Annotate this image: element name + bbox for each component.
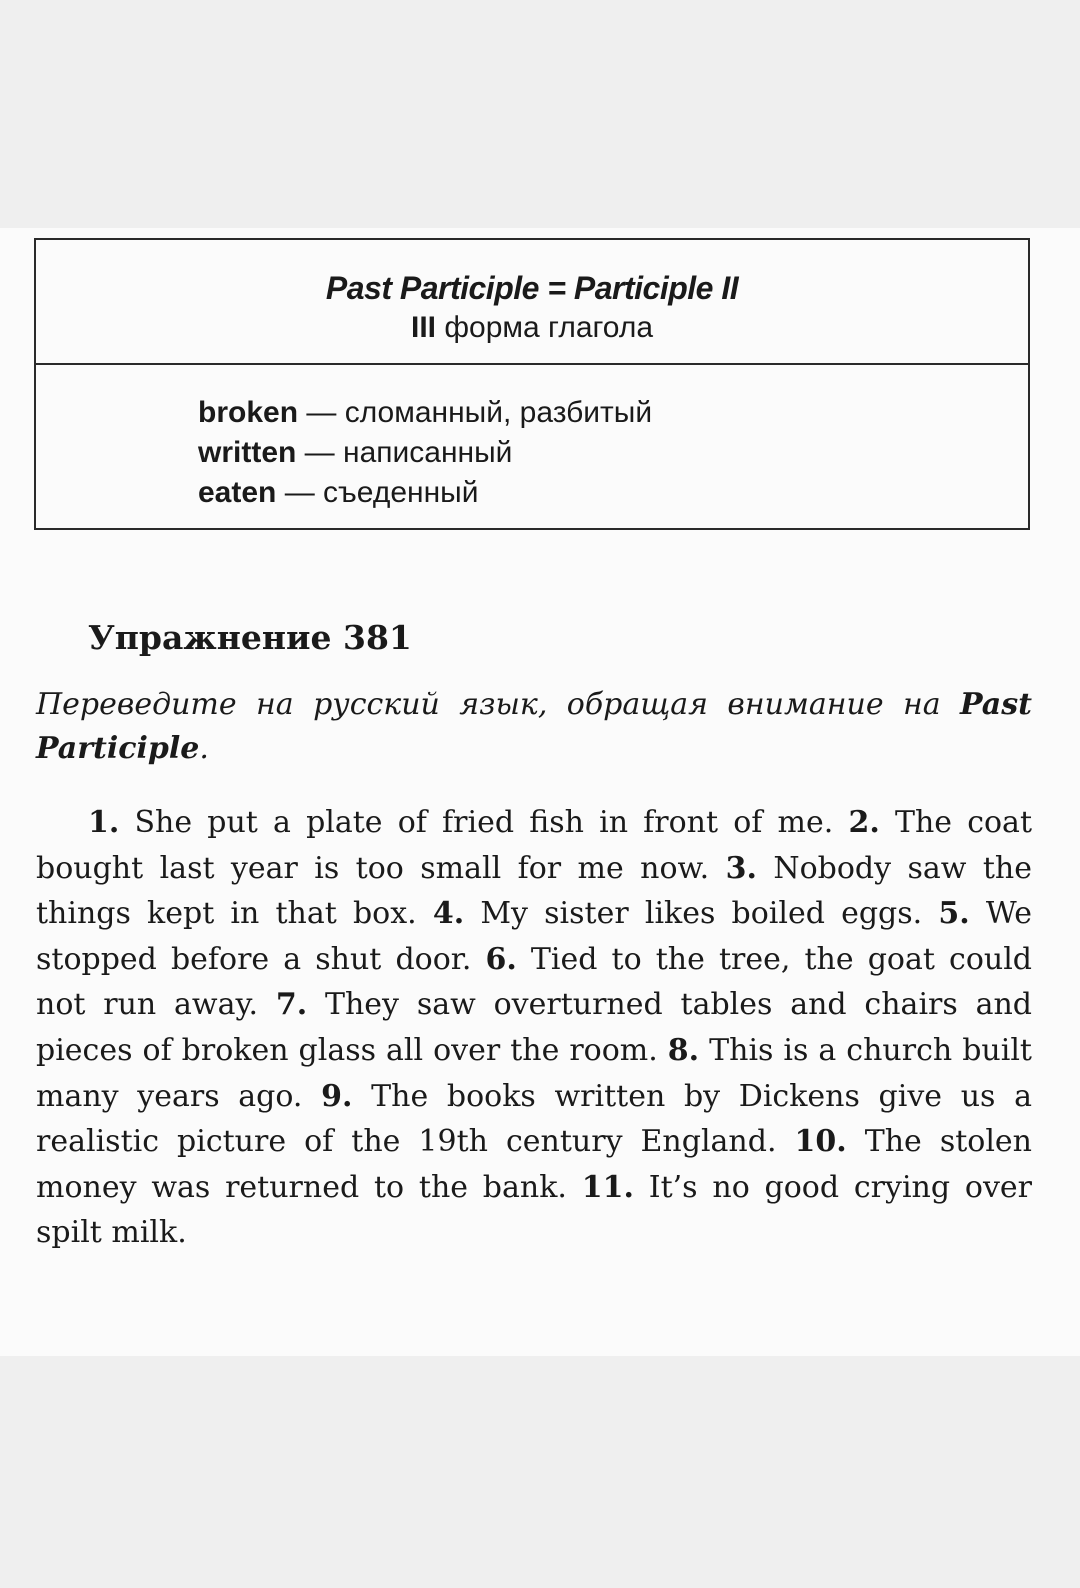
exercise-heading: Упражнение 381 — [88, 618, 412, 657]
rule-subtitle-roman: III — [410, 311, 436, 344]
rule-header — [36, 240, 1028, 365]
sentence-text: Tied to the tree, the goat could not run away. — [36, 941, 1032, 1023]
rule-subtitle-text: форма глагола — [436, 311, 654, 344]
instruction-term: Past Participle — [36, 687, 1032, 766]
exercise-instruction — [36, 683, 1032, 771]
sentence-number: 8. — [667, 1032, 700, 1068]
sentence-number: 10. — [794, 1124, 847, 1160]
exercise-text — [36, 800, 1032, 1256]
sentence-text: The stolen money was returned to the bank. — [36, 1124, 1033, 1205]
instruction-end: . — [199, 731, 209, 766]
sentence-text: The books written by Dickens give us a realistic picture of the 19th century England. — [36, 1078, 1032, 1160]
sentence-text: They saw overturned tables and chairs and pieces of broken glass all over the room. — [36, 987, 1033, 1068]
example-word: eaten — [198, 476, 277, 509]
example-translation: — написанный — [296, 436, 513, 469]
sentence-number: 3. — [725, 850, 757, 886]
sentence-number: 9. — [321, 1078, 353, 1114]
example-word: written — [198, 436, 297, 469]
sentence-number: 2. — [848, 805, 880, 840]
sentence-text: This is a church built many years ago. — [36, 1032, 1032, 1114]
example-line — [198, 473, 1028, 513]
rule-examples — [36, 365, 1028, 513]
sentence-number: 4. — [432, 896, 465, 932]
example-line — [198, 433, 1028, 473]
sentence-text: We stopped before a shut door. — [36, 896, 1032, 977]
sentence-text: It’s no good crying over spilt milk. — [36, 1169, 1032, 1251]
sentence-number: 11. — [581, 1169, 634, 1205]
sentence-number: 7. — [275, 987, 308, 1023]
sentence-text: She put a plate of fried fish in front of me. — [119, 805, 849, 840]
sentence-text: My sister likes boiled eggs. — [464, 896, 939, 932]
sentence-text: Nobody saw the things kept in that box. — [36, 850, 1033, 932]
example-line — [198, 393, 1028, 433]
grammar-rule-box — [34, 238, 1030, 530]
textbook-page — [0, 228, 1080, 1356]
sentence-number: 5. — [938, 896, 970, 932]
sentence-text: The coat bought last year is too small for me now. — [36, 805, 1032, 886]
example-word: broken — [198, 396, 299, 429]
example-translation: — съеденный — [276, 476, 479, 509]
rule-title: Past Participle = Participle II — [325, 270, 739, 306]
sentence-number: 6. — [485, 941, 517, 977]
instruction-text: Переведите на русский язык, обращая внимание на — [36, 687, 961, 722]
example-translation: — сломанный, разбитый — [298, 396, 653, 429]
sentence-number: 1. — [88, 805, 120, 840]
rule-subtitle — [36, 308, 1028, 348]
